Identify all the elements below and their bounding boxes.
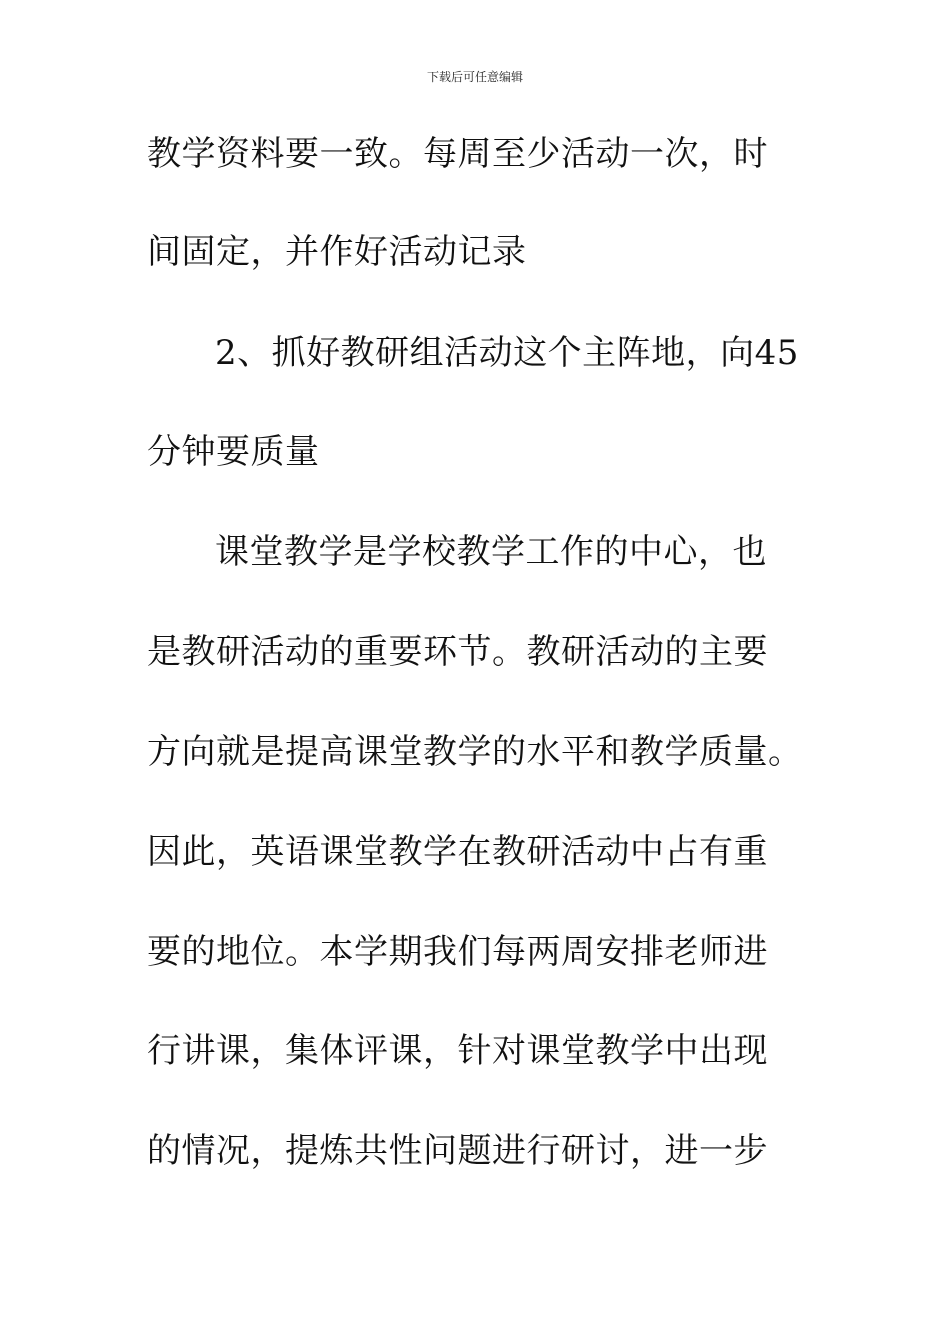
paragraph-line: 要的地位。本学期我们每两周安排老师进	[147, 932, 768, 972]
section-heading-line: 分钟要质量	[147, 432, 320, 472]
paragraph-line: 方向就是提高课堂教学的水平和教学质量。	[147, 732, 803, 772]
paragraph-line: 间固定，并作好活动记录	[147, 232, 527, 272]
paragraph-line: 的情况，提炼共性问题进行研讨，进一步	[147, 1131, 768, 1171]
paragraph-line: 教学资料要一致。每周至少活动一次，时	[147, 134, 768, 174]
section-heading-line: 2、抓好教研组活动这个主阵地，向45	[215, 333, 799, 373]
paragraph-line: 是教研活动的重要环节。教研活动的主要	[147, 632, 768, 672]
header-note: 下载后可任意编辑	[426, 70, 523, 84]
paragraph-line: 课堂教学是学校教学工作的中心，也	[215, 532, 767, 572]
paragraph-line: 行讲课，集体评课，针对课堂教学中出现	[147, 1031, 768, 1071]
paragraph-line: 因此，英语课堂教学在教研活动中占有重	[147, 832, 768, 872]
